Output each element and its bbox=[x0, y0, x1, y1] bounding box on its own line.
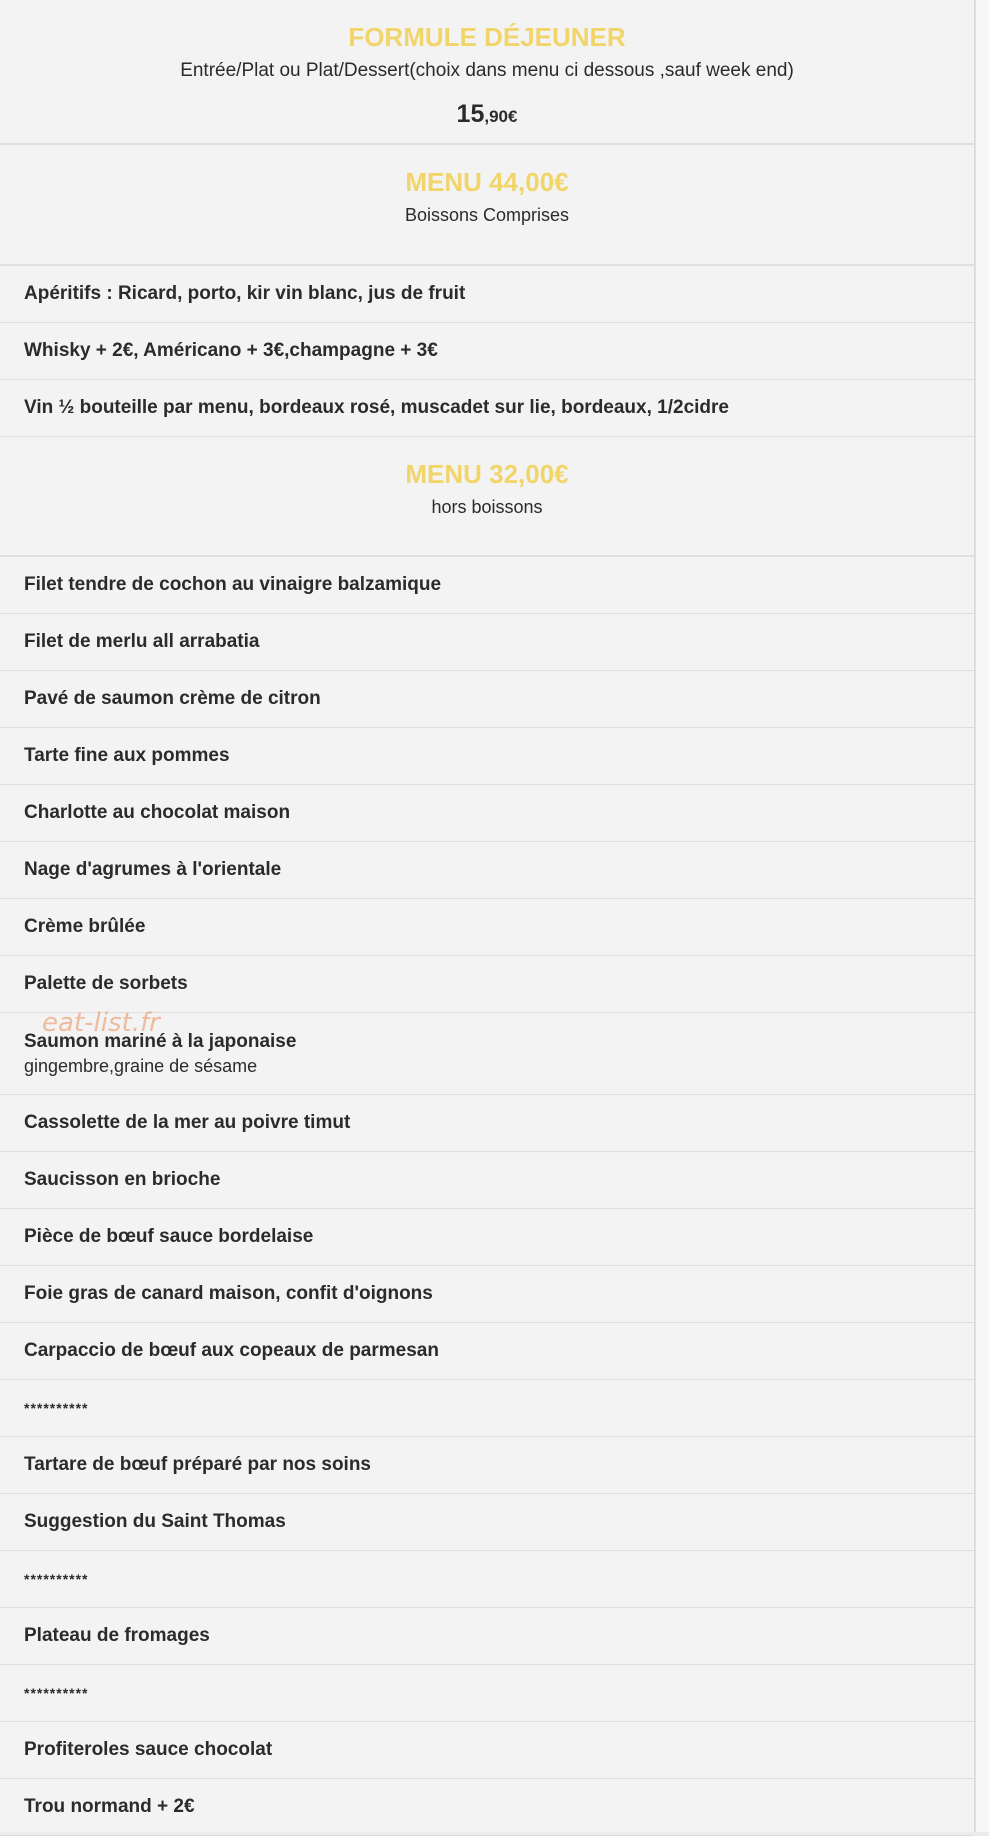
menu-32-items bbox=[0, 557, 974, 1836]
list-item: Whisky + 2€, Américano + 3€,champagne + 3€ bbox=[0, 323, 974, 380]
list-item: Cassolette de la mer au poivre timut bbox=[0, 1095, 974, 1152]
list-item: Suggestion du Saint Thomas bbox=[0, 1494, 974, 1551]
separator-stars: ********** bbox=[0, 1551, 974, 1608]
scrollbar-track[interactable] bbox=[975, 0, 989, 1832]
list-item: Carpaccio de bœuf aux copeaux de parmesan bbox=[0, 1323, 974, 1380]
menu-32-subtitle: hors boissons bbox=[431, 497, 543, 517]
formule-title: FORMULE DÉJEUNER bbox=[348, 22, 626, 52]
menu-44-header bbox=[0, 145, 974, 266]
formule-description: Entrée/Plat ou Plat/Dessert(choix dans menu ci dessous ,sauf week end) bbox=[180, 60, 794, 81]
list-item: Trou normand + 2€ bbox=[0, 1779, 974, 1836]
list-item: Tartare de bœuf préparé par nos soins bbox=[0, 1437, 974, 1494]
item-description: gingembre,graine de sésame bbox=[24, 1055, 258, 1076]
list-item: Palette de sorbets bbox=[0, 956, 974, 1013]
menu-44-items bbox=[0, 266, 974, 437]
formule-price-main: 15 bbox=[456, 100, 485, 128]
list-item: Foie gras de canard maison, confit d'oignons bbox=[0, 1266, 974, 1323]
watermark: eat-list.fr bbox=[42, 1008, 160, 1038]
list-item-saumon bbox=[0, 1013, 974, 1095]
list-item: Pièce de bœuf sauce bordelaise bbox=[0, 1209, 974, 1266]
menu-44-subtitle: Boissons Comprises bbox=[404, 205, 570, 225]
list-item: Pavé de saumon crème de citron bbox=[0, 671, 974, 728]
list-item: Crème brûlée bbox=[0, 899, 974, 956]
list-item: Charlotte au chocolat maison bbox=[0, 785, 974, 842]
separator-stars: ********** bbox=[0, 1380, 974, 1437]
menu-32-title: MENU 32,00€ bbox=[405, 459, 569, 489]
menu-32-header bbox=[0, 437, 974, 557]
separator-stars: ********** bbox=[0, 1665, 974, 1722]
menu-44-title: MENU 44,00€ bbox=[405, 167, 569, 197]
list-item: Tarte fine aux pommes bbox=[0, 728, 974, 785]
formule-price-cents: ,90€ bbox=[484, 107, 518, 126]
list-item: Apéritifs : Ricard, porto, kir vin blanc, jus de fruit bbox=[0, 266, 974, 323]
list-item: Filet de merlu all arrabatia bbox=[0, 614, 974, 671]
formule-price bbox=[0, 100, 974, 131]
item-title: Saumon mariné à la japonaise bbox=[24, 1030, 297, 1052]
list-item: Plateau de fromages bbox=[0, 1608, 974, 1665]
list-item: Profiteroles sauce chocolat bbox=[0, 1722, 974, 1779]
list-item: Vin ½ bouteille par menu, bordeaux rosé, muscadet sur lie, bordeaux, 1/2cidre bbox=[0, 380, 974, 437]
list-item: Saucisson en brioche bbox=[0, 1152, 974, 1209]
list-item: Nage d'agrumes à l'orientale bbox=[0, 842, 974, 899]
list-item: Filet tendre de cochon au vinaigre balzamique bbox=[0, 557, 974, 614]
formule-dejeuner-section bbox=[0, 0, 974, 145]
